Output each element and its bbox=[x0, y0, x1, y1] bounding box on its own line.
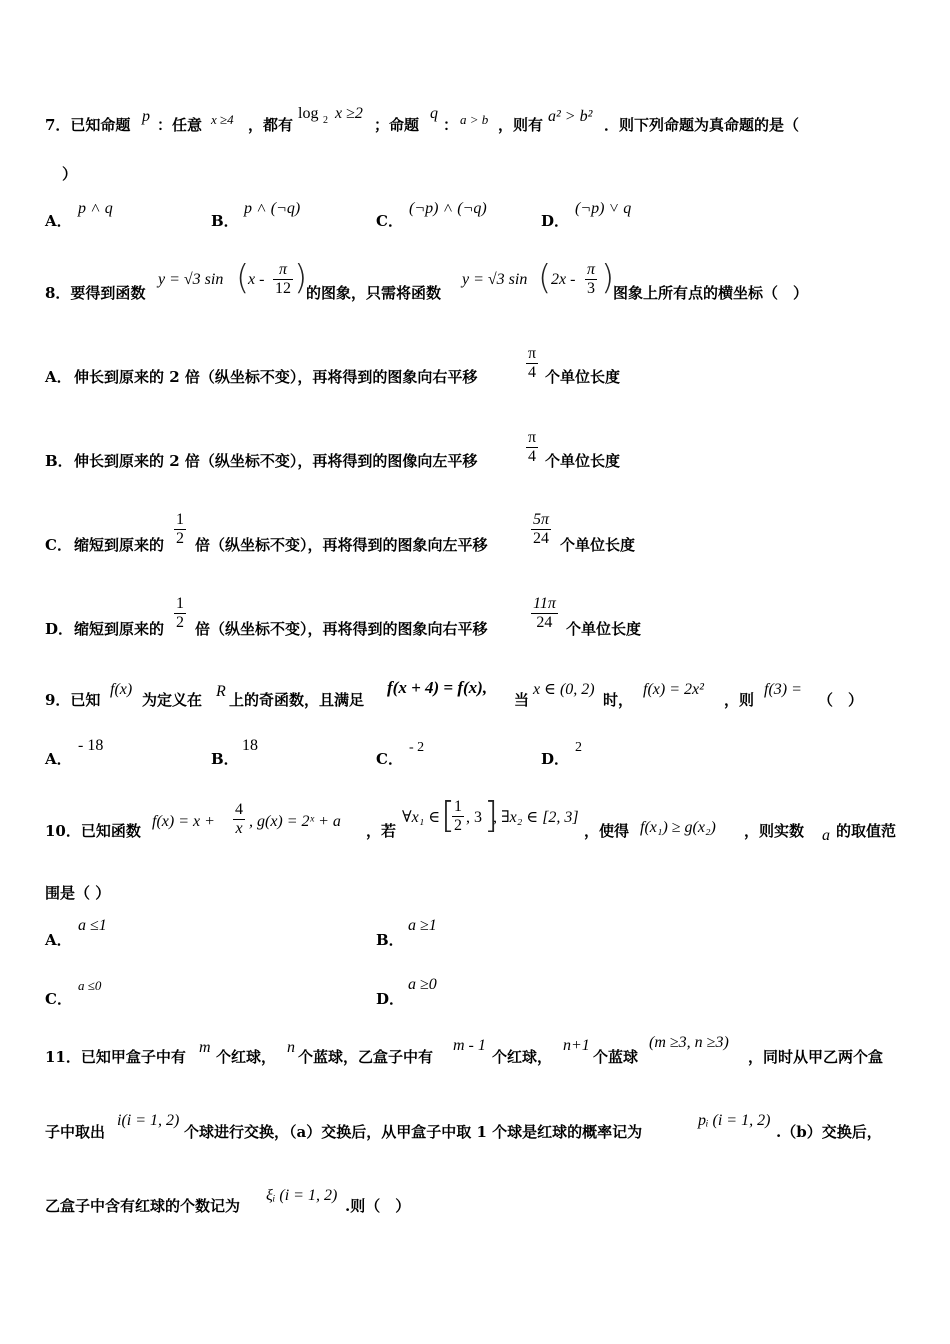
q10-exists: , ∃x₂ ∈ [2, 3] bbox=[493, 809, 579, 826]
q8-opt-b-frac bbox=[526, 429, 538, 466]
q9-stem-e: 时， bbox=[603, 691, 634, 709]
q8-f2-num: π bbox=[587, 261, 596, 278]
q8-opt-b-den: 4 bbox=[526, 447, 538, 466]
q11-stem-f: ，同时从甲乙两个盒 bbox=[748, 1048, 884, 1066]
q7-cond-x: x ≥4 bbox=[211, 112, 234, 127]
q10-int-frac bbox=[452, 798, 464, 835]
q10-f-frac bbox=[233, 801, 245, 838]
q11-stem-a: 11．已知甲盒子中有 bbox=[45, 1048, 186, 1066]
q7-opt-c: (¬p) ˄ (¬q) bbox=[409, 200, 487, 217]
q9-opt-b-label: B． bbox=[211, 750, 239, 768]
q7-opt-b-label: B． bbox=[211, 212, 239, 230]
q7-log: log bbox=[298, 105, 319, 122]
q11-xi-expr: ξᵢ (i = 1, 2) bbox=[266, 1187, 338, 1204]
q9-stem-f: ，则 bbox=[724, 691, 755, 709]
q8-opt-d-frac bbox=[531, 595, 558, 632]
q8-opt-c-mid: 倍（纵坐标不变），再将得到的图象向左平移 bbox=[195, 536, 488, 554]
q9-opt-c: - 2 bbox=[409, 740, 425, 755]
q11-stem-k: .则（ ） bbox=[345, 1197, 411, 1215]
q9-opt-d-label: D． bbox=[541, 750, 570, 768]
q11-stem-g: 子中取出 bbox=[45, 1123, 106, 1141]
q9-R: R bbox=[216, 683, 226, 700]
q8-opt-a-num: π bbox=[528, 345, 537, 362]
q10-forall: ∀x₁ ∈ bbox=[402, 809, 441, 826]
q8-opt-d-den: 24 bbox=[536, 614, 553, 631]
q10-stem-c: ，使得 bbox=[584, 822, 630, 840]
q10-f-lhs: f(x) = x + bbox=[152, 813, 215, 830]
q7-ineq: a² > b² bbox=[548, 108, 593, 125]
q7-colon: ： bbox=[443, 116, 459, 134]
q7-opt-d: (¬p) ˅ q bbox=[575, 200, 632, 217]
q10-opt-b: a ≥1 bbox=[408, 917, 437, 934]
q9-f3: f(3) = bbox=[764, 681, 802, 698]
q10-f-den: x bbox=[235, 820, 243, 837]
q11-stem-j: 乙盒子中含有红球的个数记为 bbox=[45, 1197, 241, 1215]
q7-stem-e: ，则有 bbox=[498, 116, 544, 134]
q8-opt-d-mid: 倍（纵坐标不变），再将得到的图象向右平移 bbox=[195, 620, 488, 638]
q9-opt-d: 2 bbox=[575, 740, 582, 755]
q11-stem-e: 个蓝球 bbox=[593, 1048, 639, 1066]
q8-opt-a-post: 个单位长度 bbox=[545, 368, 621, 386]
q8-opt-b-text: 伸长到原来的 2 倍（纵坐标不变），再将得到的图像向左平移 bbox=[74, 452, 478, 470]
q9-dom: x ∈ (0, 2) bbox=[533, 681, 595, 698]
q7-opt-a: p ˄ q bbox=[78, 200, 113, 217]
q10-stem-b: ，若 bbox=[366, 822, 397, 840]
q8-stem-b: 的图象，只需将函数 bbox=[306, 284, 442, 302]
q7-close: ） bbox=[62, 165, 78, 183]
q10-ineq: f(x₁) ≥ g(x₂) bbox=[640, 819, 716, 836]
q9-opt-c-label: C． bbox=[376, 750, 403, 768]
q10-stem-d: ，则实数 bbox=[744, 822, 805, 840]
q8-opt-b-num: π bbox=[528, 429, 537, 446]
q7-log-rest: x ≥2 bbox=[335, 105, 363, 122]
q8-f2-x: 2x - bbox=[551, 271, 576, 288]
q8-opt-d-scale-num: 1 bbox=[176, 595, 184, 612]
q11-m1: m - 1 bbox=[453, 1037, 486, 1054]
q9-opt-b: 18 bbox=[242, 737, 258, 754]
q10-opt-a-label: A． bbox=[45, 931, 72, 949]
q8-f2-lhs: y = √3 sin bbox=[462, 271, 528, 288]
q7-cond-ab: a > b bbox=[460, 112, 489, 127]
q8-opt-c-scale-num: 1 bbox=[176, 511, 184, 528]
q8-f1-den: 12 bbox=[275, 280, 291, 297]
q8-f2-lparen: ( bbox=[538, 258, 552, 298]
q7-stem-b: ：任意 bbox=[157, 116, 203, 134]
q10-int-lbracket: [ bbox=[441, 795, 456, 836]
q8-opt-d-scale-frac bbox=[174, 595, 186, 632]
q11-stem-c: 个蓝球，乙盒子中有 bbox=[298, 1048, 434, 1066]
q8-opt-d-label: D． bbox=[45, 620, 74, 638]
q8-opt-a-den: 4 bbox=[526, 363, 538, 382]
q7-stem-a: 7．已知命题 bbox=[45, 116, 131, 134]
q9-stem-d: 当 bbox=[514, 691, 530, 709]
q8-f1-lparen: ( bbox=[236, 258, 250, 298]
q11-m: m bbox=[199, 1039, 211, 1056]
q8-opt-c-num: 5π bbox=[533, 511, 550, 528]
q11-n1: n+1 bbox=[563, 1037, 590, 1054]
q7-opt-d-label: D． bbox=[541, 212, 570, 230]
q8-opt-c-scale-frac bbox=[174, 511, 186, 548]
q8-opt-d-num: 11π bbox=[533, 595, 556, 612]
q10-opt-d-label: D． bbox=[376, 990, 405, 1008]
q10-int-num: 1 bbox=[454, 798, 462, 815]
q8-opt-c-label: C． bbox=[45, 536, 72, 554]
q10-a: a bbox=[822, 827, 830, 844]
q10-f-num: 4 bbox=[235, 801, 243, 818]
q8-f1-lhs: y = √3 sin bbox=[158, 271, 224, 288]
q10-int-rbracket: ] bbox=[484, 795, 499, 836]
q11-stem-d: 个红球， bbox=[492, 1048, 553, 1066]
q10-stem-a: 10．已知函数 bbox=[45, 822, 141, 840]
q10-opt-c: a ≤0 bbox=[78, 978, 102, 993]
q9-stem-c: 上的奇函数，且满足 bbox=[229, 691, 365, 709]
q8-opt-c-pre: 缩短到原来的 bbox=[74, 536, 165, 554]
q7-p: p bbox=[142, 108, 150, 125]
q9-def: f(x) = 2x² bbox=[643, 681, 704, 698]
q8-opt-a-label: A． bbox=[45, 368, 72, 386]
q11-stem-b: 个红球， bbox=[216, 1048, 277, 1066]
q10-opt-b-label: B． bbox=[376, 931, 404, 949]
q10-opt-a: a ≤1 bbox=[78, 917, 107, 934]
q10-int-end: , 3 bbox=[466, 809, 482, 826]
q8-opt-b-post: 个单位长度 bbox=[545, 452, 621, 470]
q7-log-base: 2 bbox=[323, 115, 328, 126]
q8-f1-frac bbox=[273, 261, 293, 298]
q7-stem-c: ，都有 bbox=[248, 116, 294, 134]
q8-opt-c-den: 24 bbox=[533, 530, 549, 547]
q8-opt-a-frac bbox=[526, 345, 538, 382]
q7-opt-a-label: A． bbox=[45, 212, 72, 230]
q7-stem-f: ．则下列命题为真命题的是（ bbox=[604, 116, 800, 134]
q11-p-expr: pᵢ (i = 1, 2) bbox=[698, 1112, 771, 1129]
q8-opt-a-text: 伸长到原来的 2 倍（纵坐标不变），再将得到的图象向右平移 bbox=[74, 368, 478, 386]
q8-stem-c: 图象上所有点的横坐标（ ） bbox=[613, 284, 809, 302]
q10-g-def: , g(x) = 2ˣ + a bbox=[249, 813, 341, 830]
q8-f2-den: 3 bbox=[587, 280, 595, 297]
q8-f2-rparen: ) bbox=[601, 258, 615, 298]
q8-stem-a: 8．要得到函数 bbox=[45, 284, 146, 302]
q11-cond: (m ≥3, n ≥3) bbox=[649, 1034, 729, 1051]
q10-opt-c-label: C． bbox=[45, 990, 72, 1008]
q8-opt-c-frac bbox=[531, 511, 551, 548]
q8-opt-b-label: B． bbox=[45, 452, 73, 470]
q7-stem-d: ；命题 bbox=[374, 116, 420, 134]
q8-f1-x: x - bbox=[248, 271, 265, 288]
q7-opt-c-label: C． bbox=[376, 212, 403, 230]
q9-opt-a: - 18 bbox=[78, 737, 104, 754]
q9-opt-a-label: A． bbox=[45, 750, 72, 768]
q7-q: q bbox=[430, 105, 438, 122]
q10-int-den: 2 bbox=[454, 817, 462, 834]
q8-f1-rparen: ) bbox=[294, 258, 308, 298]
q10-stem-f: 围是（ ） bbox=[45, 884, 111, 902]
q9-stem-b: 为定义在 bbox=[142, 691, 203, 709]
q8-opt-c-scale-den: 2 bbox=[176, 530, 184, 547]
q9-cond: f(x + 4) = f(x), bbox=[387, 678, 488, 697]
q8-f2-frac bbox=[585, 261, 597, 298]
q11-stem-h: 个球进行交换，（a）交换后，从甲盒子中取 1 个球是红球的概率记为 bbox=[184, 1123, 643, 1141]
q10-opt-d: a ≥0 bbox=[408, 976, 437, 993]
q8-f1-num: π bbox=[273, 261, 293, 280]
q8-opt-c-post: 个单位长度 bbox=[560, 536, 636, 554]
q11-n: n bbox=[287, 1039, 295, 1056]
q9-fx: f(x) bbox=[110, 681, 133, 698]
q11-stem-i: .（b）交换后， bbox=[776, 1123, 882, 1141]
q7-opt-b: p ˄ (¬q) bbox=[244, 200, 301, 217]
q10-stem-e: 的取值范 bbox=[836, 822, 897, 840]
q11-i-expr: i(i = 1, 2) bbox=[117, 1112, 180, 1129]
q9-stem-g: （ ） bbox=[818, 691, 864, 709]
q8-opt-d-post: 个单位长度 bbox=[566, 620, 642, 638]
q9-stem-a: 9．已知 bbox=[45, 691, 101, 709]
q8-opt-d-pre: 缩短到原来的 bbox=[74, 620, 165, 638]
q8-opt-d-scale-den: 2 bbox=[176, 614, 184, 631]
